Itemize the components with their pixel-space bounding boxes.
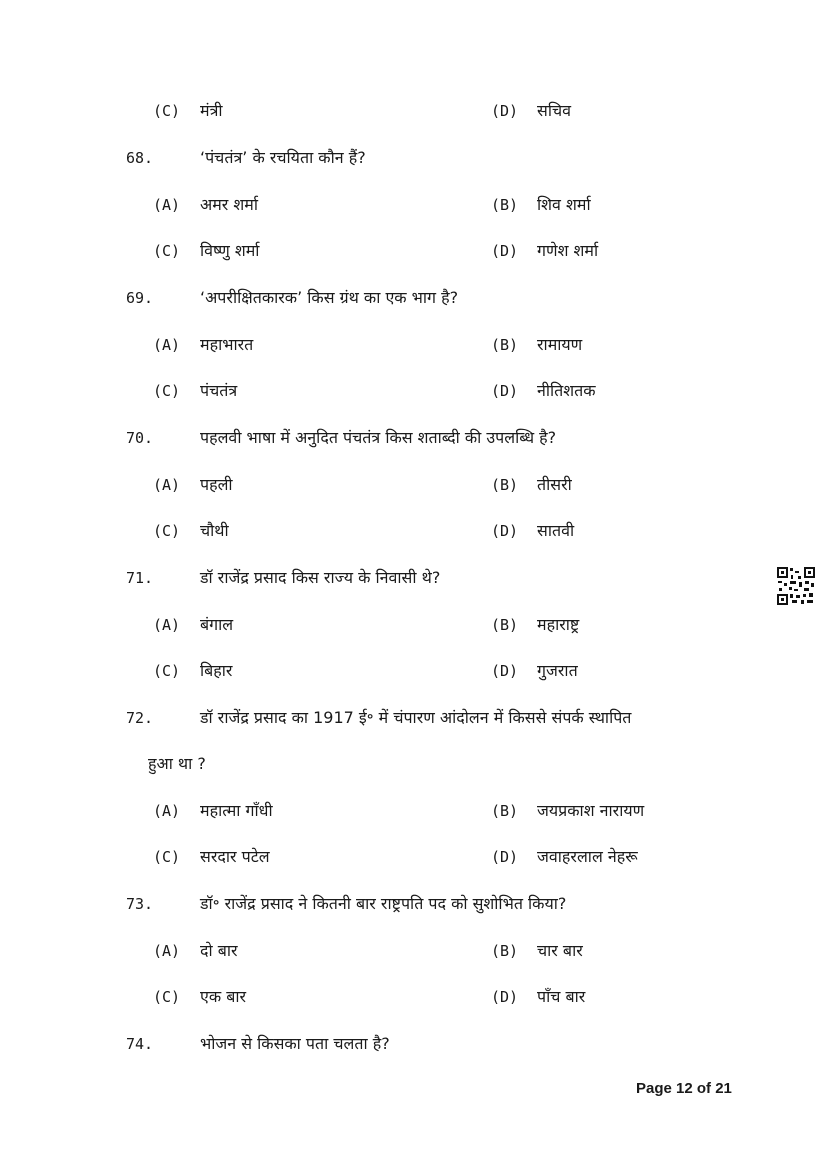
question-text: ‘अपरीक्षितकारक’ किस ग्रंथ का एक भाग है? xyxy=(200,288,459,307)
qr-code-icon xyxy=(776,566,816,606)
option-label: (B) xyxy=(491,196,519,214)
option-label: (C) xyxy=(153,522,181,540)
question-number: 73. xyxy=(126,895,154,913)
option-label: (B) xyxy=(491,616,519,634)
option-text: मंत्री xyxy=(200,101,223,120)
option-label: (C) xyxy=(153,382,181,400)
option-text: पहली xyxy=(200,475,233,494)
option-label: (A) xyxy=(153,616,181,634)
option-text: चार बार xyxy=(537,941,583,960)
option-label: (B) xyxy=(491,802,519,820)
question-text: ‘पंचतंत्र’ के रचयिता कौन हैं? xyxy=(200,148,366,167)
option-label: (D) xyxy=(491,382,519,400)
option-text: बंगाल xyxy=(200,615,234,634)
question-number: 68. xyxy=(126,149,154,167)
page-current: 12 xyxy=(676,1080,693,1097)
option-label: (D) xyxy=(491,242,519,260)
option-text: रामायण xyxy=(537,335,583,354)
question-number: 72. xyxy=(126,709,154,727)
option-label: (D) xyxy=(491,102,519,120)
question-text: डॉ राजेंद्र प्रसाद किस राज्य के निवासी थे? xyxy=(200,568,441,587)
option-text: महाभारत xyxy=(200,335,254,354)
option-text: एक बार xyxy=(200,987,247,1006)
option-label: (C) xyxy=(153,848,181,866)
question-text: डॉ॰ राजेंद्र प्रसाद ने कितनी बार राष्ट्रपति पद को सुशोभित किया? xyxy=(200,894,567,913)
question-text-continued: हुआ था ? xyxy=(148,754,206,773)
question-text: पहलवी भाषा में अनुदित पंचतंत्र किस शताब्दी की उपलब्धि है? xyxy=(200,428,557,447)
option-text: महाराष्ट्र xyxy=(537,615,580,634)
option-label: (A) xyxy=(153,476,181,494)
option-text: अमर शर्मा xyxy=(200,195,259,214)
option-label: (D) xyxy=(491,848,519,866)
option-text: नीतिशतक xyxy=(537,381,596,400)
option-text: गुजरात xyxy=(537,661,578,680)
page-prefix: Page xyxy=(636,1080,677,1097)
question-text: डॉ राजेंद्र प्रसाद का 1917 ई॰ में चंपारण आंदोलन में किससे संपर्क स्थापित xyxy=(200,708,632,727)
option-label: (D) xyxy=(491,988,519,1006)
question-number: 71. xyxy=(126,569,154,587)
option-text: विष्णु शर्मा xyxy=(200,241,260,260)
option-label: (B) xyxy=(491,476,519,494)
option-text: बिहार xyxy=(200,661,233,680)
option-label: (D) xyxy=(491,522,519,540)
option-label: (C) xyxy=(153,988,181,1006)
option-text: सरदार पटेल xyxy=(200,847,270,866)
option-label: (B) xyxy=(491,942,519,960)
option-text: जयप्रकाश नारायण xyxy=(537,801,645,820)
question-text: भोजन से किसका पता चलता है? xyxy=(200,1034,390,1053)
question-number: 69. xyxy=(126,289,154,307)
option-label: (C) xyxy=(153,662,181,680)
page-total: 21 xyxy=(715,1080,732,1097)
option-text: तीसरी xyxy=(537,475,572,494)
page-of: of xyxy=(692,1080,716,1097)
option-text: पाँच बार xyxy=(537,987,586,1006)
option-label: (D) xyxy=(491,662,519,680)
option-label: (A) xyxy=(153,196,181,214)
option-label: (A) xyxy=(153,336,181,354)
option-text: शिव शर्मा xyxy=(537,195,591,214)
question-number: 70. xyxy=(126,429,154,447)
option-label: (B) xyxy=(491,336,519,354)
option-label: (A) xyxy=(153,802,181,820)
option-text: पंचतंत्र xyxy=(200,381,238,400)
option-text: सातवी xyxy=(537,521,575,540)
option-text: महात्मा गाँधी xyxy=(200,801,273,820)
option-label: (C) xyxy=(153,242,181,260)
option-text: गणेश शर्मा xyxy=(537,241,599,260)
option-text: दो बार xyxy=(200,941,238,960)
option-text: जवाहरलाल नेहरू xyxy=(537,847,638,866)
option-label: (A) xyxy=(153,942,181,960)
page-number xyxy=(636,1080,732,1097)
option-text: चौथी xyxy=(200,521,229,540)
question-number: 74. xyxy=(126,1035,154,1053)
option-label: (C) xyxy=(153,102,181,120)
option-text: सचिव xyxy=(537,101,572,120)
